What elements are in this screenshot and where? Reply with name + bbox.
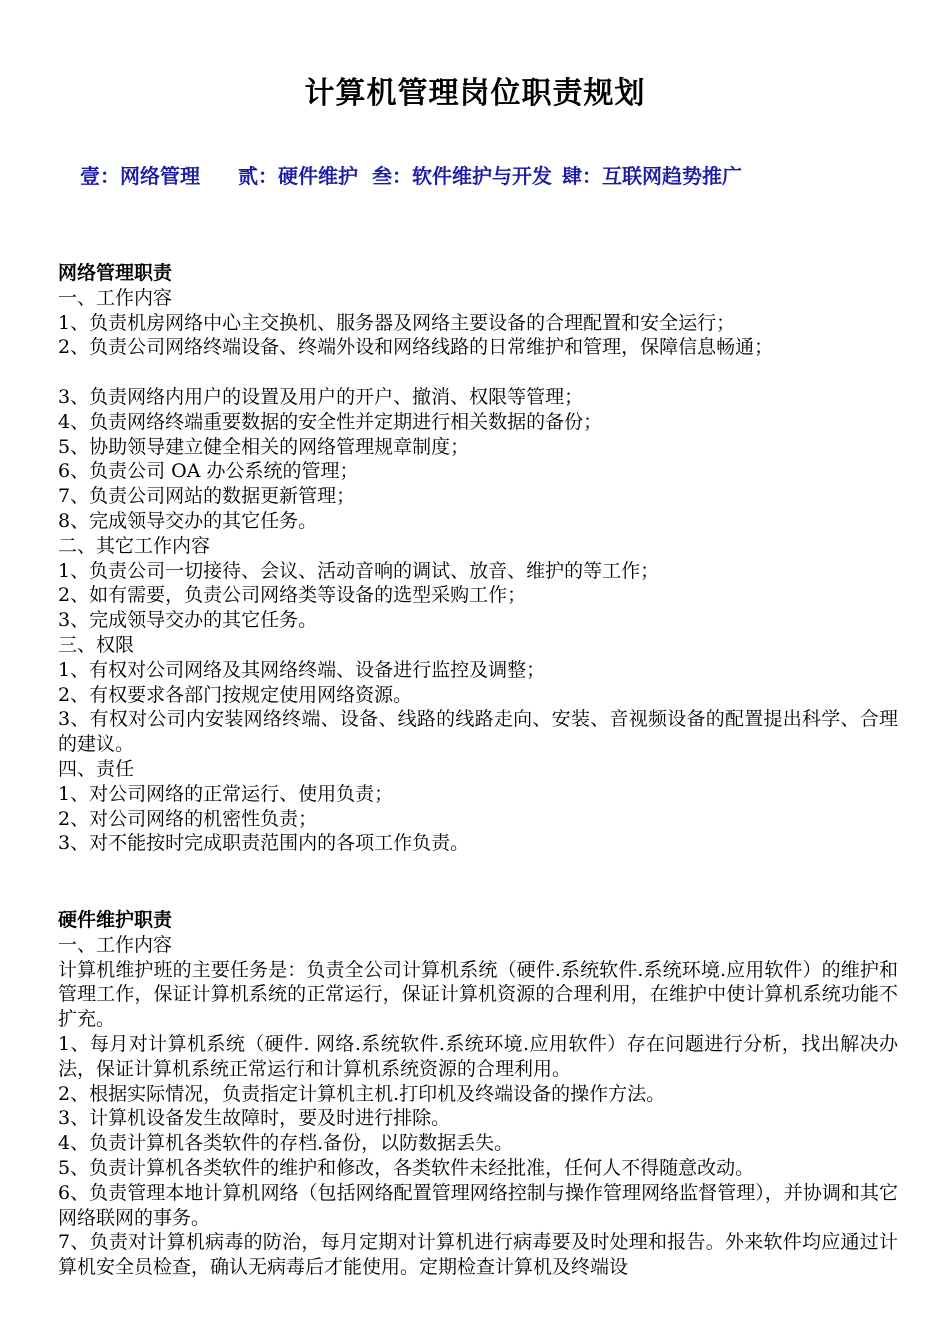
subheading: 一、工作内容	[58, 286, 173, 309]
list-item: 7、负责公司网站的数据更新管理；	[58, 485, 356, 508]
list-item: 2、根据实际情况，负责指定计算机主机.打印机及终端设备的操作方法。	[58, 1082, 666, 1105]
nav-link-internet[interactable]: 肆：互联网趋势推广	[562, 164, 742, 188]
list-item: 3、完成领导交办的其它任务。	[58, 609, 318, 632]
intro-paragraph: 计算机维护班的主要任务是：负责全公司计算机系统（硬件.系统软件.系统环境.应用软件）的维护和管理工作，保证计算机系统的正常运行，保证计算机资源的合理利用，在维护中使计算机系统功能不扩充。	[58, 958, 898, 1031]
list-item: 4、负责计算机各类软件的存档.备份，以防数据丢失。	[58, 1132, 514, 1155]
list-item: 2、对公司网络的机密性负责；	[58, 807, 318, 830]
subheading: 一、工作内容	[58, 933, 173, 956]
section-nav	[80, 160, 880, 189]
nav-link-network[interactable]: 壹：网络管理	[80, 164, 200, 188]
list-item: 5、负责计算机各类软件的维护和修改，各类软件未经批准，任何人不得随意改动。	[58, 1156, 755, 1179]
subheading: 三、权限	[58, 633, 135, 656]
list-item: 4、负责网络终端重要数据的安全性并定期进行相关数据的备份；	[58, 410, 603, 433]
list-item: 3、负责网络内用户的设置及用户的开户、撤消、权限等管理；	[58, 385, 584, 408]
list-item: 8、完成领导交办的其它任务。	[58, 509, 318, 532]
list-item: 1、负责公司一切接待、会议、活动音响的调试、放音、维护的等工作；	[58, 559, 660, 582]
list-item: 5、协助领导建立健全相关的网络管理规章制度；	[58, 435, 470, 458]
list-item: 6、负责管理本地计算机网络（包括网络配置管理网络控制与操作管理网络监督管理），并协调和其它网络联网的事务。	[58, 1181, 898, 1229]
section-heading: 网络管理职责	[58, 262, 173, 284]
list-item: 1、对公司网络的正常运行、使用负责；	[58, 782, 394, 805]
list-item: 2、有权要求各部门按规定使用网络资源。	[58, 683, 413, 706]
list-item: 6、负责公司 OA 办公系统的管理；	[58, 460, 359, 483]
blank-line	[58, 360, 898, 385]
nav-link-hardware[interactable]: 贰：硬件维护	[238, 164, 358, 188]
page-title: 计算机管理岗位职责规划	[304, 76, 646, 111]
subheading: 四、责任	[58, 757, 135, 780]
list-item: 2、如有需要，负责公司网络类等设备的选型采购工作；	[58, 584, 527, 607]
nav-link-software[interactable]: 叁：软件维护与开发	[372, 164, 552, 188]
list-item: 3、对不能按时完成职责范围内的各项工作负责。	[58, 832, 470, 855]
section-heading: 硬件维护职责	[58, 909, 173, 931]
subheading: 二、其它工作内容	[58, 534, 211, 557]
hardware-section	[58, 908, 898, 1280]
list-item: 1、有权对公司网络及其网络终端、设备进行监控及调整；	[58, 658, 546, 681]
list-item: 1、每月对计算机系统（硬件. 网络.系统软件.系统环境.应用软件）存在问题进行分析，找出解决办法，保证计算机系统正常运行和计算机系统资源的合理利用。	[58, 1032, 898, 1080]
network-section	[58, 261, 898, 856]
list-item: 3、计算机设备发生故障时，要及时进行排除。	[58, 1107, 451, 1130]
list-item: 7、负责对计算机病毒的防治，每月定期对计算机进行病毒要及时处理和报告。外来软件均应通过计算机安全员检查，确认无病毒后才能使用。定期检查计算机及终端设	[58, 1231, 898, 1279]
list-item: 1、负责机房网络中心主交换机、服务器及网络主要设备的合理配置和安全运行；	[58, 311, 736, 334]
list-item: 3、有权对公司内安装网络终端、设备、线路的线路走向、安装、音视频设备的配置提出科学、合理的建议。	[58, 708, 898, 756]
list-item: 2、负责公司网络终端设备、终端外设和网络线路的日常维护和管理，保障信息畅通；	[58, 336, 774, 359]
